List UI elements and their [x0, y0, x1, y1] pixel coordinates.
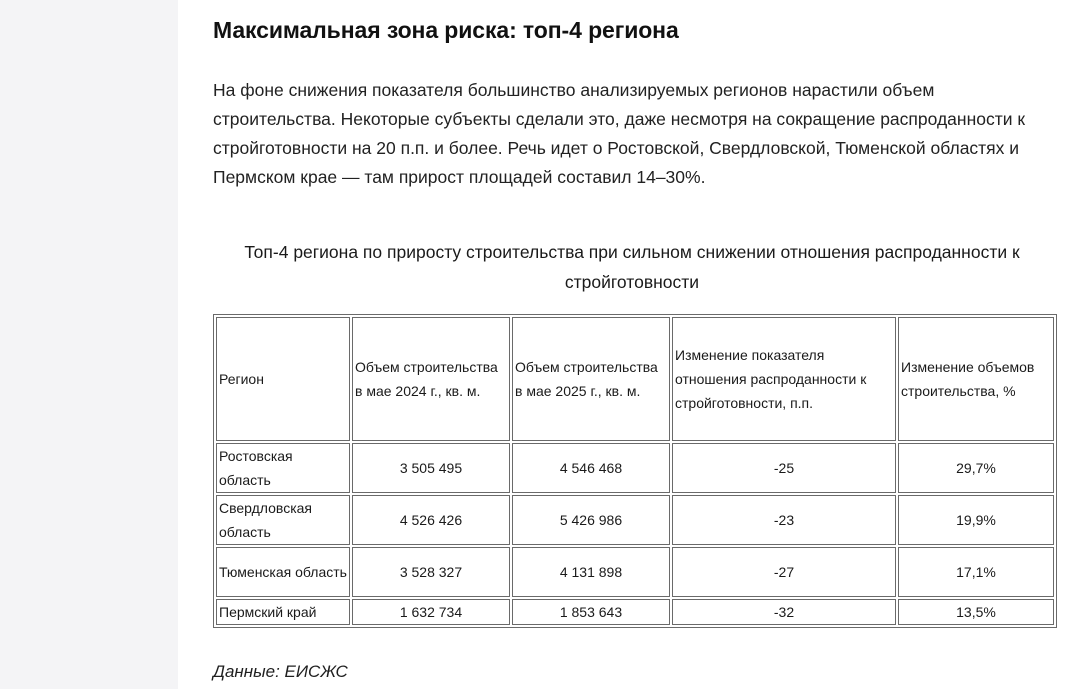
data-source-note: Данные: ЕИСЖС — [213, 662, 348, 681]
cell-volume-2025: 4 131 898 — [512, 547, 670, 597]
cell-volume-2025: 5 426 986 — [512, 495, 670, 545]
cell-volume-change: 17,1% — [898, 547, 1054, 597]
cell-volume-2024: 1 632 734 — [352, 599, 510, 625]
header-volume-2024: Объем строительства в мае 2024 г., кв. м. — [352, 317, 510, 441]
cell-volume-2024: 3 528 327 — [352, 547, 510, 597]
table-row — [216, 547, 1054, 597]
cell-region: Пермский край — [216, 599, 350, 625]
cell-volume-2024: 3 505 495 — [352, 443, 510, 493]
table-container — [213, 314, 1057, 628]
table-row — [216, 443, 1054, 493]
cell-volume-2025: 4 546 468 — [512, 443, 670, 493]
cell-volume-change: 29,7% — [898, 443, 1054, 493]
left-sidebar-gutter — [0, 0, 178, 689]
header-volume-2025: Объем строительства в мае 2025 г., кв. м. — [512, 317, 670, 441]
cell-volume-2025: 1 853 643 — [512, 599, 670, 625]
table-row — [216, 495, 1054, 545]
header-volume-change: Изменение объемов строительства, % — [898, 317, 1054, 441]
header-region: Регион — [216, 317, 350, 441]
cell-region: Тюменская область — [216, 547, 350, 597]
cell-ratio-change: -32 — [672, 599, 896, 625]
cell-volume-change: 13,5% — [898, 599, 1054, 625]
cell-volume-2024: 4 526 426 — [352, 495, 510, 545]
article-paragraph: На фоне снижения показателя большинство анализируемых регионов нарастили объем строительства. Некоторые субъекты сделали это, даже несмотря на сокращение распроданности к стройготовности на 20 п.п. и более. Речь идет о Ростовской, Свердловской, Тюменской областях и Пермском крае — там прирост площадей составил 14–30%. — [213, 80, 1026, 187]
cell-region: Ростовская область — [216, 443, 350, 493]
article-section-title: Максимальная зона риска: топ-4 региона — [213, 17, 679, 43]
cell-ratio-change: -27 — [672, 547, 896, 597]
regions-table — [213, 314, 1057, 628]
table-row — [216, 599, 1054, 625]
header-ratio-change: Изменение показателя отношения распроданности к стройготовности, п.п. — [672, 317, 896, 441]
table-caption: Топ-4 региона по приросту строительства при сильном снижении отношения распроданности к стройготовности — [244, 242, 1020, 292]
cell-volume-change: 19,9% — [898, 495, 1054, 545]
table-header-row — [216, 317, 1054, 441]
cell-region: Свердловская область — [216, 495, 350, 545]
cell-ratio-change: -23 — [672, 495, 896, 545]
cell-ratio-change: -25 — [672, 443, 896, 493]
